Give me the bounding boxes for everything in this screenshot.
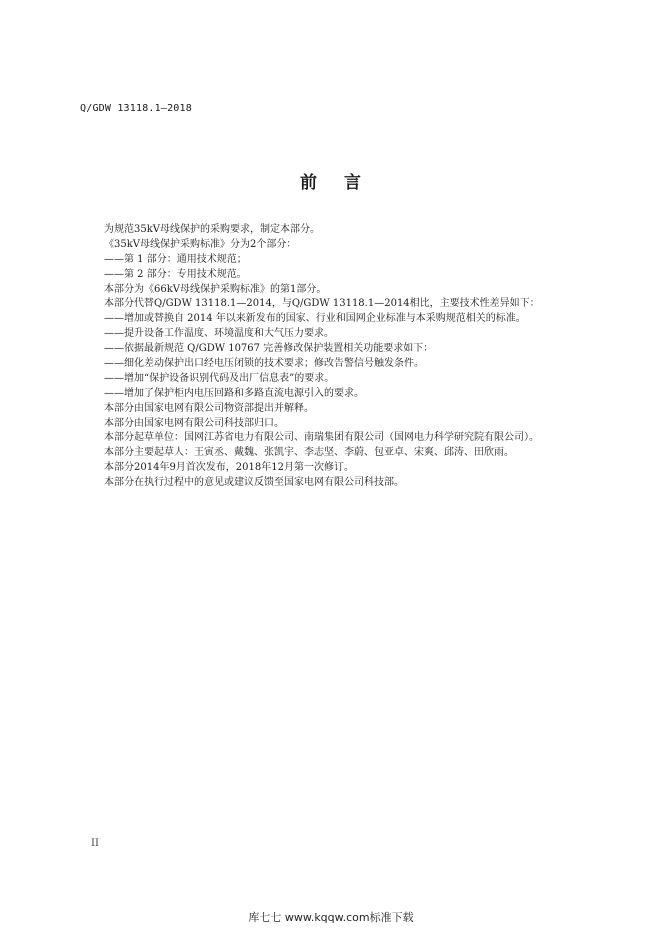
preface-body	[104, 223, 604, 491]
paragraph-line: ——第 2 部分：专用技术规范。	[104, 268, 247, 280]
footer-watermark: 库七七 www.kqqw.com标准下载	[248, 911, 414, 924]
paragraph-line: ——依据最新规范 Q/GDW 10767 完善修改保护装置相关功能要求如下：	[104, 343, 434, 355]
paragraph-line: 本部分代替Q/GDW 13118.1—2014，与Q/GDW 13118.1—2014相比，主要技术性差异如下：	[104, 298, 540, 310]
paragraph-line: ——细化差动保护出口经电压闭锁的技术要求；修改告警信号触发条件。	[104, 358, 424, 370]
page-title	[0, 168, 662, 193]
paragraph-line: 本部分主要起草人：王寅丞、戴魏、张凯宇、李志坚、李蔚、包亚卓、宋爽、邱涛、田欣雨。	[104, 447, 514, 459]
paragraph-line: 本部分在执行过程中的意见或建议反馈至国家电网有限公司科技部。	[104, 477, 404, 489]
paragraph-line: 本部分为《66kV母线保护采购标准》的第1部分。	[104, 283, 327, 295]
paragraph-line: ——增加“保护设备识别代码及出厂信息表”的要求。	[104, 372, 335, 384]
paragraph-line: ——增加了保护柜内电压回路和多路直流电源引入的要求。	[104, 387, 364, 399]
title-char-1: 前	[300, 173, 318, 193]
paragraph-line: 本部分由国家电网有限公司科技部归口。	[104, 417, 284, 429]
paragraph-line: 《35kV母线保护采购标准》分为2个部分：	[104, 238, 297, 250]
paragraph-line: ——提升设备工作温度、环境温度和大气压力要求。	[104, 328, 334, 340]
page-number: II	[91, 838, 99, 849]
paragraph-line: ——第 1 部分：通用技术规范；	[104, 253, 247, 265]
paragraph-line: 本部分由国家电网有限公司物资部提出并解释。	[104, 402, 314, 414]
paragraph-line: 为规范35kV母线保护的采购要求，制定本部分。	[104, 224, 321, 235]
title-char-2: 言	[344, 173, 362, 193]
paragraph-line: ——增加或替换自 2014 年以来新发布的国家、行业和国网企业标准与本采购规范相关的标准。	[104, 313, 526, 325]
paragraph-line: 本部分2014年9月首次发布，2018年12月第一次修订。	[104, 462, 354, 474]
paragraph-line: 本部分起草单位：国网江苏省电力有限公司、南瑞集团有限公司（国网电力科学研究院有限公司）。	[104, 432, 539, 444]
document-code: Q/GDW 13118.1—2018	[80, 103, 192, 114]
